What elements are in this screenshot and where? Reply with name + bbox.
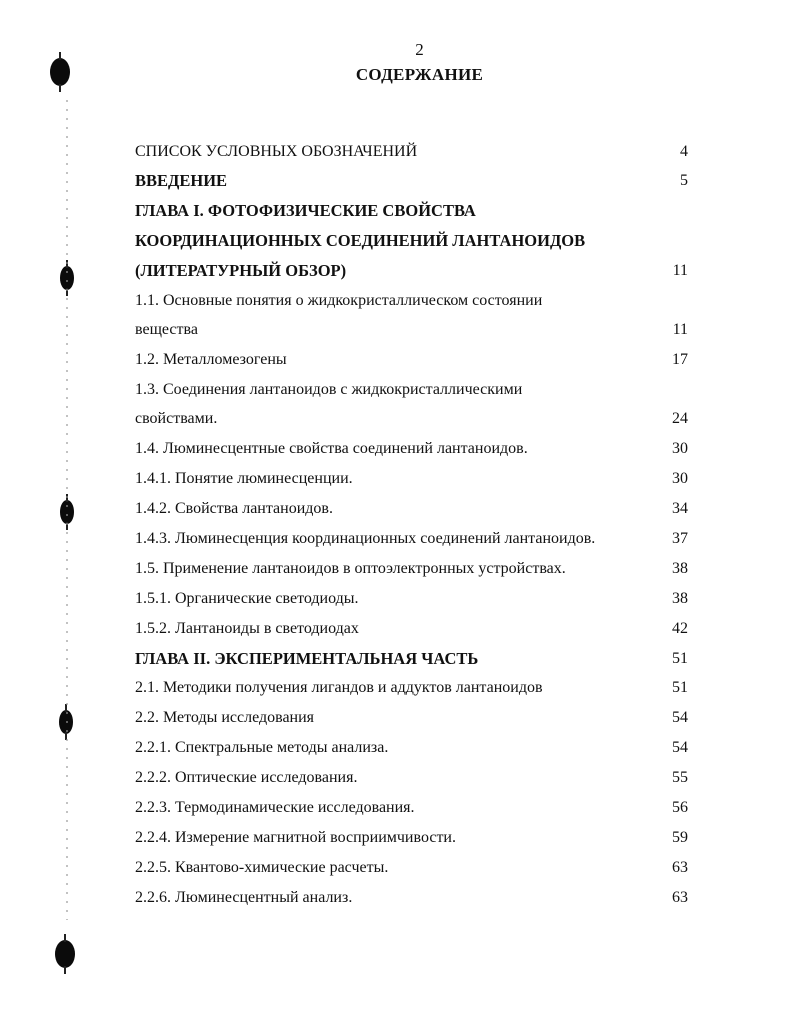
toc-entry-text: 2.2.5. Квантово-химические расчеты. <box>135 859 389 876</box>
toc-entry-text: КООРДИНАЦИОННЫХ СОЕДИНЕНИЙ ЛАНТАНОИДОВ <box>135 231 586 250</box>
toc-entry-text: 1.4.3. Люминесценция координационных соединений лантаноидов. <box>135 530 596 547</box>
page-title: СОДЕРЖАНИЕ <box>355 65 484 84</box>
toc-entry-text: 1.4.2. Свойства лантаноидов. <box>135 500 333 517</box>
toc-entry-text: вещества <box>135 321 198 338</box>
toc-entry-text: (ЛИТЕРАТУРНЫЙ ОБЗОР) <box>135 261 347 280</box>
toc-entry-page: 63 <box>672 889 688 906</box>
toc-entry-text: 2.2. Методы исследования <box>135 709 315 726</box>
binding-hole-mark <box>55 940 75 968</box>
toc-entry-page: 11 <box>672 262 688 279</box>
toc-entry-text: ГЛАВА I. ФОТОФИЗИЧЕСКИЕ СВОЙСТВА <box>135 201 476 220</box>
toc-entry-page: 24 <box>672 410 688 427</box>
toc-entry-page: 63 <box>672 859 688 876</box>
toc-entry-text: 2.2.3. Термодинамические исследования. <box>135 799 415 816</box>
toc-entry-page: 42 <box>672 620 688 637</box>
toc-entry-text: 1.4.1. Понятие люминесценции. <box>135 470 353 487</box>
toc-entry-text: 1.3. Соединения лантаноидов с жидкокристаллическими <box>135 381 523 398</box>
toc-entry-text: 2.2.6. Люминесцентный анализ. <box>135 889 353 906</box>
toc-entry-page: 56 <box>672 799 688 816</box>
toc-entry-page: 30 <box>672 440 688 457</box>
toc-entry-text: 1.5. Применение лантаноидов в оптоэлектронных устройствах. <box>135 560 566 577</box>
toc-entry-page: 11 <box>672 321 688 338</box>
toc-entry-text: 2.1. Методики получения лигандов и аддуктов лантаноидов <box>135 679 543 696</box>
toc-entry-page: 4 <box>680 143 688 160</box>
toc-entry-page: 17 <box>672 351 688 368</box>
toc-entry-page: 51 <box>672 650 688 667</box>
toc-entry-page: 54 <box>672 709 688 726</box>
toc-entry-page: 55 <box>672 769 688 786</box>
toc-entry-text: 1.2. Металломезогены <box>135 351 287 368</box>
toc-entry-text: СПИСОК УСЛОВНЫХ ОБОЗНАЧЕНИЙ <box>135 143 418 160</box>
toc-entry-page: 5 <box>680 172 688 189</box>
toc-entry-text: ГЛАВА II. ЭКСПЕРИМЕНТАЛЬНАЯ ЧАСТЬ <box>135 649 479 668</box>
toc-entry-text: свойствами. <box>135 410 218 427</box>
toc-entry-page: 51 <box>672 679 688 696</box>
toc-entry-page: 38 <box>672 590 688 607</box>
toc-entry-text: 2.2.1. Спектральные методы анализа. <box>135 739 389 756</box>
toc-entry-text: 1.5.2. Лантаноиды в светодиодах <box>135 620 359 637</box>
toc-entry-page: 59 <box>672 829 688 846</box>
toc-entry-text: 1.5.1. Органические светодиоды. <box>135 590 359 607</box>
toc-entry-text: 2.2.4. Измерение магнитной восприимчивости. <box>135 829 456 846</box>
toc-entry-page: 30 <box>672 470 688 487</box>
toc-entry-text: 1.1. Основные понятия о жидкокристаллическом состоянии <box>135 292 543 309</box>
toc-entry-text: 1.4. Люминесцентные свойства соединений лантаноидов. <box>135 440 528 457</box>
toc-entry-page: 34 <box>672 500 688 517</box>
page-number: 2 <box>415 40 424 59</box>
toc-entry-page: 54 <box>672 739 688 756</box>
toc-entry-page: 38 <box>672 560 688 577</box>
toc-entry-text: 2.2.2. Оптические исследования. <box>135 769 358 786</box>
toc-entry-text: ВВЕДЕНИЕ <box>135 171 228 190</box>
toc-entry-page: 37 <box>672 530 688 547</box>
